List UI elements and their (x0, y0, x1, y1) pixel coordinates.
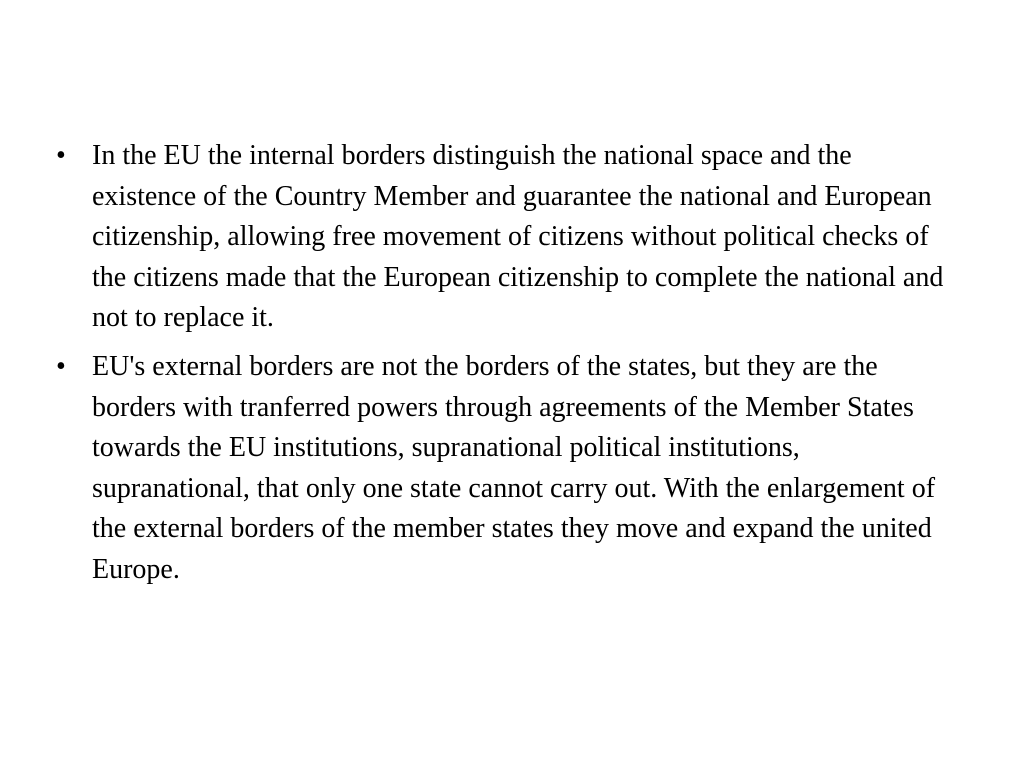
bullet-item-external-borders (56, 347, 961, 591)
bullet-item-internal-borders (56, 136, 961, 339)
bullet-text: EU's external borders are not the borders of the states, but they are the borders with tranferred powers through agreements of the Member States towards the EU institutions, supranational political institutions, supranational, that only one state cannot carry out. With the enlargement of the external borders of the member states they move and expand the united Europe. (92, 350, 936, 585)
bullet-list (56, 136, 961, 599)
bullet-marker: • (56, 350, 66, 382)
bullet-marker: • (56, 140, 66, 171)
bullet-text: In the EU the internal borders distinguish the national space and the existence of the Country Member and guarantee the national and European citizenship, allowing free movement of citizens without political checks of the citizens made that the European citizenship to complete the national and not to replace it. (92, 140, 944, 334)
